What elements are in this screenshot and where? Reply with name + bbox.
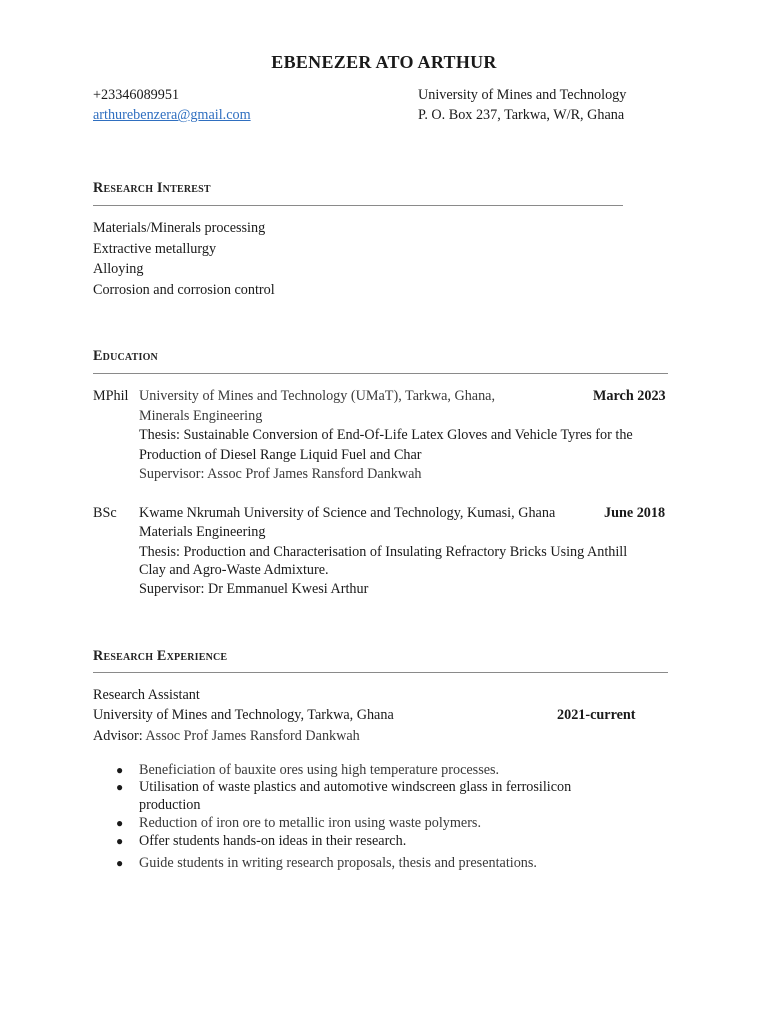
degree-field: Minerals Engineering [139, 408, 263, 424]
bullet-icon: ● [116, 856, 124, 870]
list-item-continuation: production [139, 797, 201, 813]
bullet-icon: ● [116, 763, 124, 777]
thesis-line: Clay and Agro-Waste Admixture. [139, 562, 329, 578]
degree-field: Materials Engineering [139, 524, 266, 540]
thesis-line: Thesis: Sustainable Conversion of End-Of-Life Latex Gloves and Vehicle Tyres for the [139, 427, 633, 443]
supervisor: Supervisor: Dr Emmanuel Kwesi Arthur [139, 581, 369, 597]
list-item-text: Utilisation of waste plastics and automotive windscreen glass in ferrosilicon [139, 779, 572, 795]
interest-item: Extractive metallurgy [93, 241, 217, 257]
supervisor: Supervisor: Assoc Prof James Ransford Dankwah [139, 466, 422, 482]
address-institution: University of Mines and Technology [418, 87, 627, 103]
bullet-icon: ● [116, 816, 124, 830]
list-item-text: Guide students in writing research proposals, thesis and presentations. [139, 855, 537, 871]
section-divider [93, 672, 668, 673]
research-interest-heading: Research Interest [93, 180, 211, 196]
role-title: Research Assistant [93, 687, 200, 703]
experience-institution: University of Mines and Technology, Tarkwa, Ghana [93, 707, 394, 723]
list-item-text: Beneficiation of bauxite ores using high temperature processes. [139, 762, 500, 778]
degree-label: BSc [93, 505, 117, 521]
advisor-label: Advisor: [93, 728, 143, 744]
degree-date: March 2023 [593, 388, 666, 404]
interest-item: Corrosion and corrosion control [93, 282, 275, 298]
list-item-text: Offer students hands-on ideas in their research. [139, 833, 407, 849]
email-link[interactable]: arthurebenzera@gmail.com [93, 107, 251, 123]
section-divider [93, 373, 668, 374]
candidate-name: EBENEZER ATO ARTHUR [271, 52, 497, 72]
experience-period: 2021-current [557, 707, 636, 723]
address-postal: P. O. Box 237, Tarkwa, W/R, Ghana [418, 107, 625, 123]
advisor-line [93, 727, 360, 746]
thesis-line: Thesis: Production and Characterisation of Insulating Refractory Bricks Using Anthill [139, 544, 628, 560]
interest-item: Alloying [93, 261, 144, 277]
section-divider [93, 205, 623, 206]
phone-number: +23346089951 [93, 87, 180, 103]
school-name: University of Mines and Technology (UMaT), Tarkwa, Ghana, [139, 388, 496, 404]
list-item-text: Reduction of iron ore to metallic iron using waste polymers. [139, 815, 482, 831]
interest-item: Materials/Minerals processing [93, 220, 266, 236]
degree-date: June 2018 [604, 505, 666, 521]
degree-label: MPhil [93, 388, 129, 404]
bullet-icon: ● [116, 834, 124, 848]
thesis-line: Production of Diesel Range Liquid Fuel and Char [139, 447, 422, 463]
education-heading: Education [93, 348, 158, 364]
research-experience-heading: Research Experience [93, 648, 228, 664]
advisor-name: Assoc Prof James Ransford Dankwah [145, 728, 360, 744]
school-name: Kwame Nkrumah University of Science and Technology, Kumasi, Ghana [139, 505, 556, 521]
bullet-icon: ● [116, 780, 124, 794]
